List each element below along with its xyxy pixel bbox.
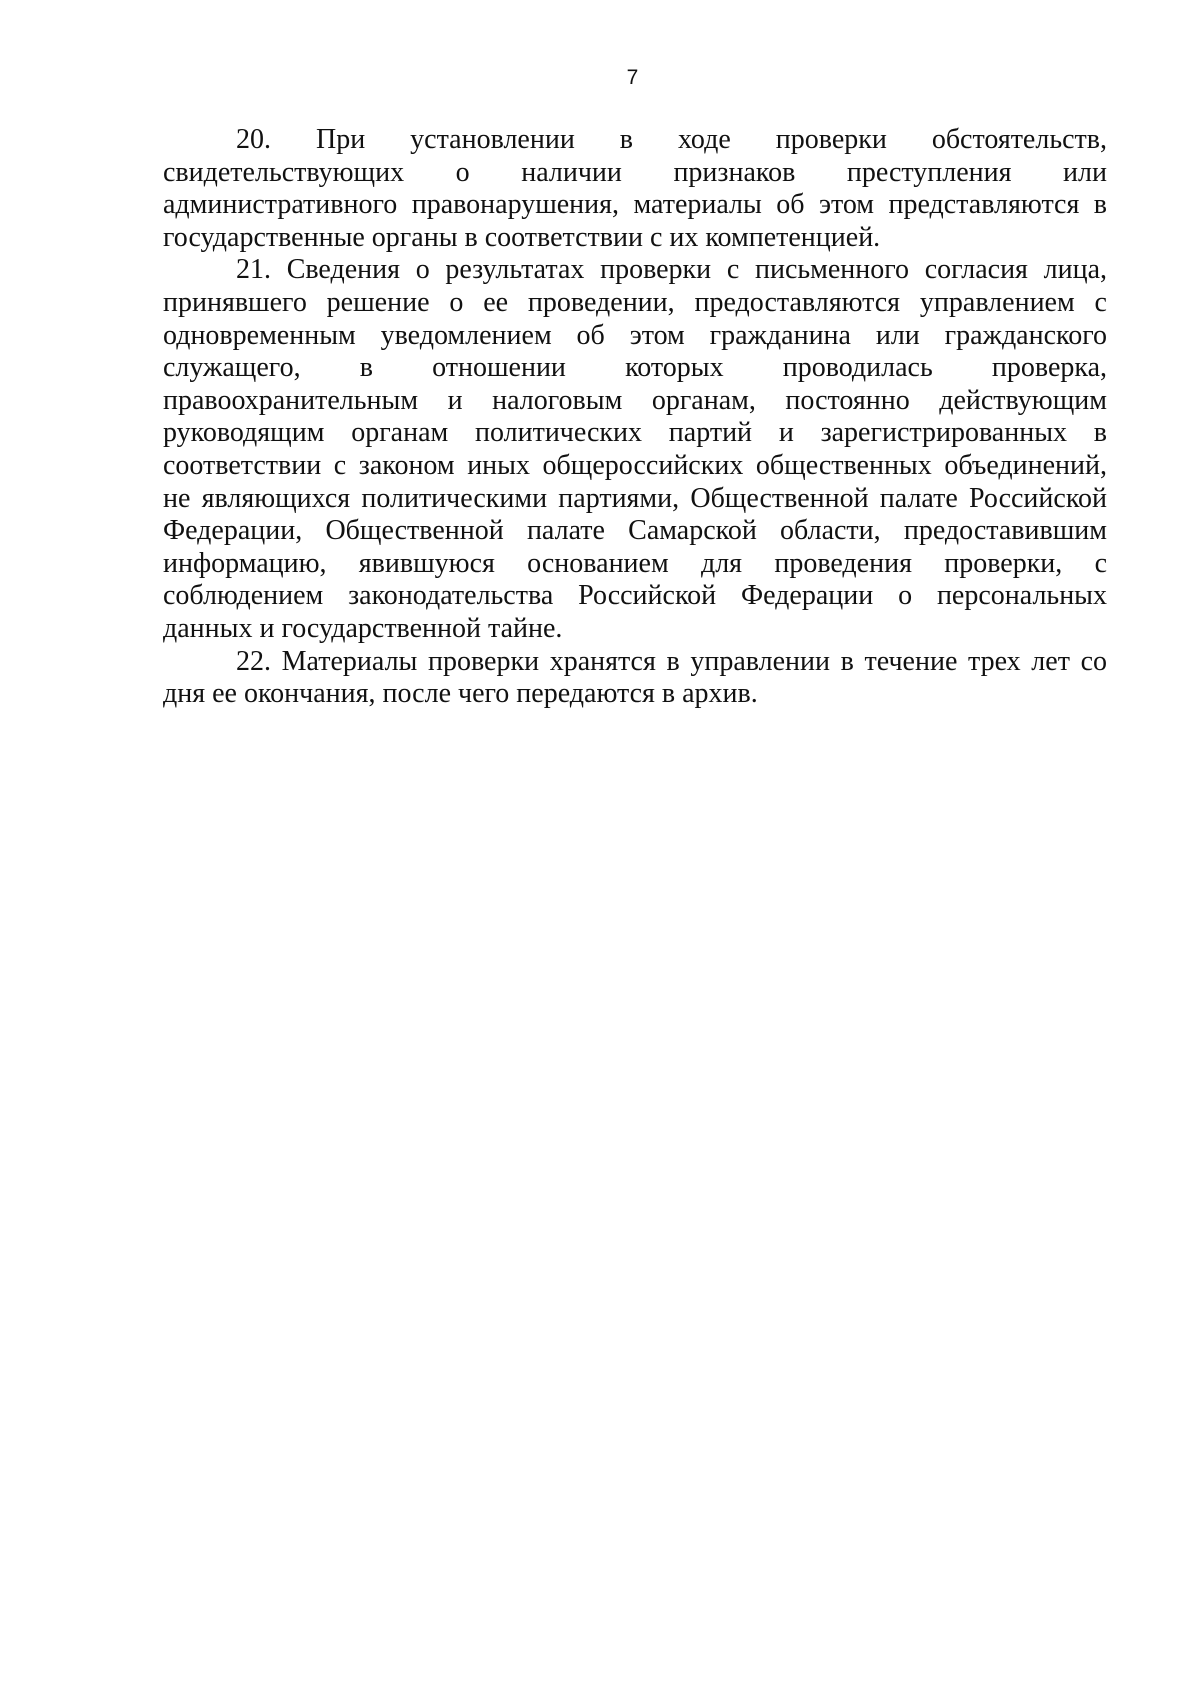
page-number: 7 [626, 66, 639, 89]
document-body [163, 124, 1107, 711]
paragraph-20: 20. При установлении в ходе проверки обстоятельств, свидетельствующих о наличии признаков преступления или административного правонарушения, материалы об этом представляются в государственные органы в соответствии с их компетенцией. [163, 124, 1107, 253]
paragraph-22: 22. Материалы проверки хранятся в управлении в течение трех лет со дня ее окончания, после чего передаются в архив. [163, 645, 1107, 710]
paragraph-21: 21. Сведения о результатах проверки с письменного согласия лица, принявшего решение о ее проведении, предоставляются управлением с одновременным уведомлением об этом гражданина или гражданского служащего, в отношении которых проводилась проверка, правоохранительным и налоговым органам, постоянно действующим руководящим органам политических партий и зарегистрированных в соответствии с законом иных общероссийских общественных объединений, не являющихся политическими партиями, Общественной палате Российской Федерации, Общественной палате Самарской области, предоставившим информацию, явившуюся основанием для проведения проверки, с соблюдением законодательства Российской Федерации о персональных данных и государственной тайне. [163, 254, 1107, 644]
